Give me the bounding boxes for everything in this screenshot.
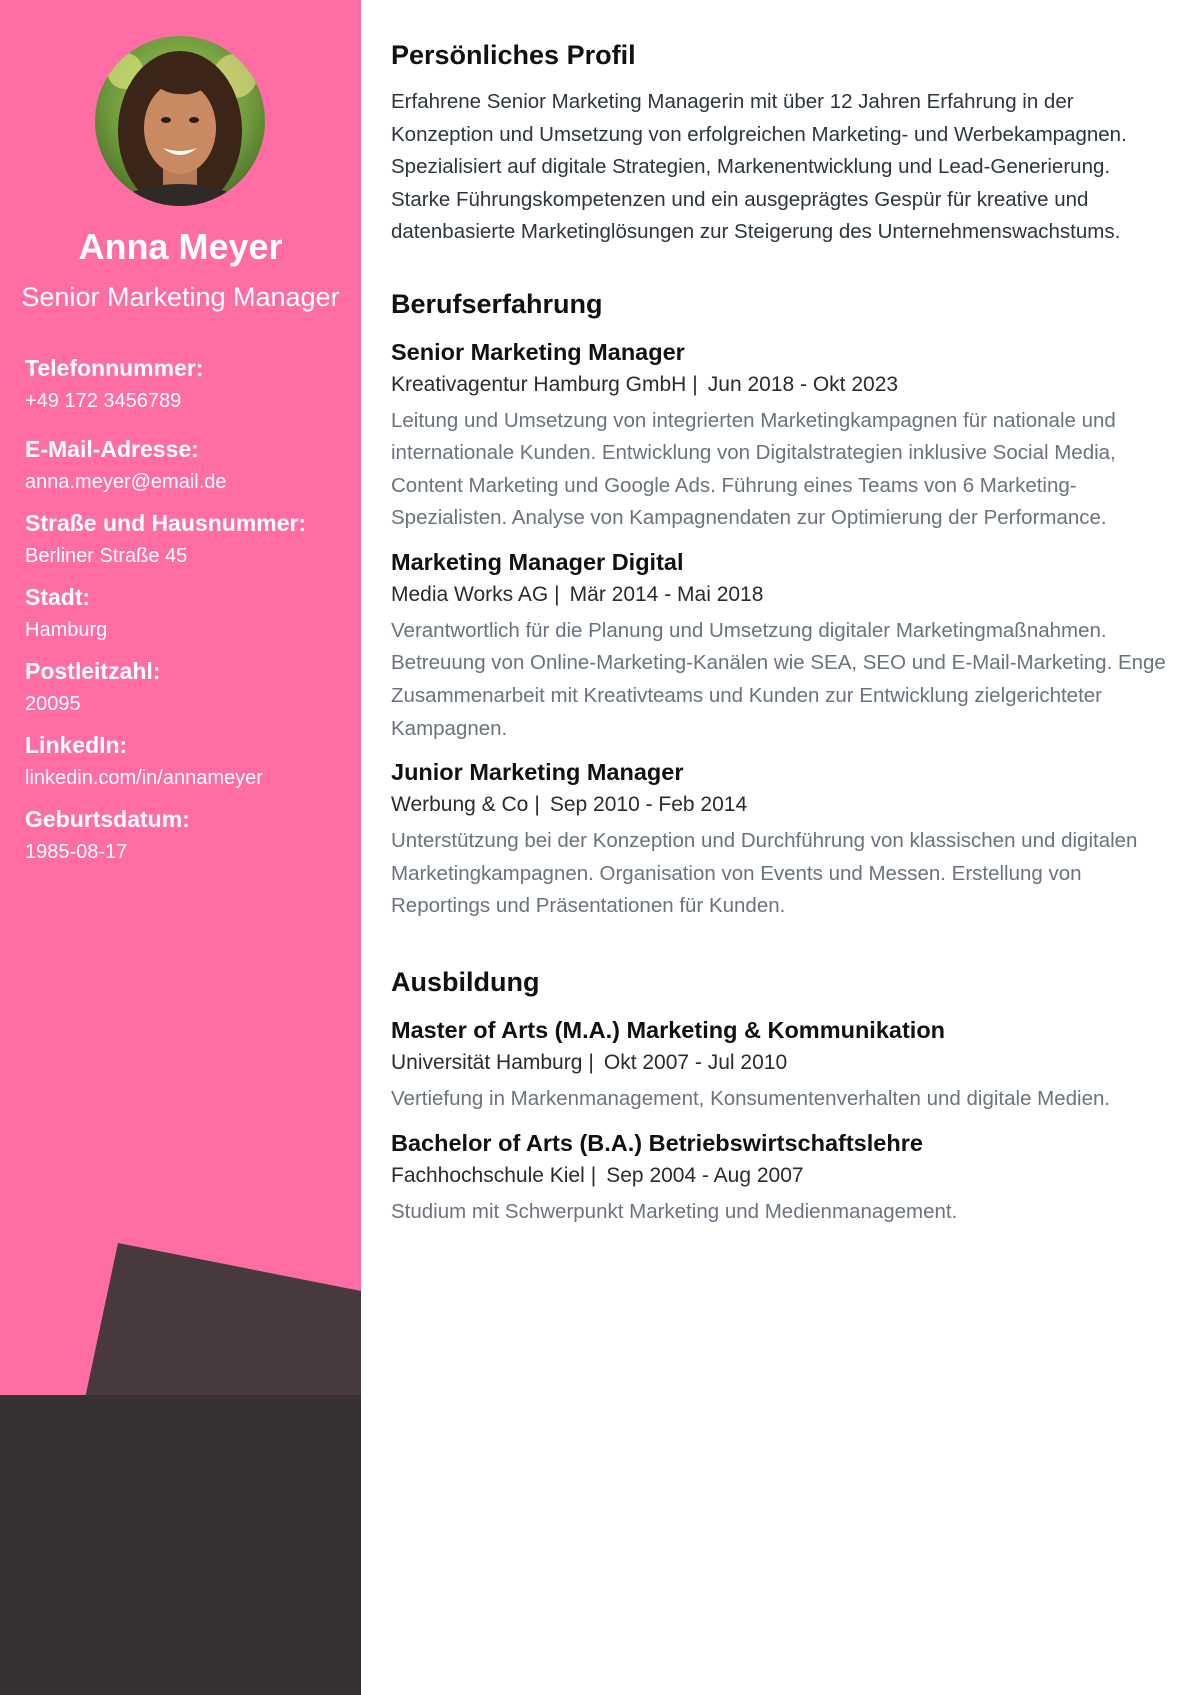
contact-label: Stadt:: [25, 584, 91, 610]
entry-dates: Okt 2007 - Jul 2010: [603, 1051, 788, 1075]
education-entry: [391, 1015, 1171, 1116]
experience-entry: [391, 337, 1171, 535]
entry-dates: Jun 2018 - Okt 2023: [707, 372, 899, 396]
entry-company: Media Works AG: [391, 582, 549, 606]
experience-entry: [391, 547, 1171, 745]
contact-value: 20095: [25, 693, 81, 715]
entry-description: Verantwortlich für die Planung und Umsetzung digitaler Marketingmaßnahmen. Betreuung von Online-Marketing-Kanälen wie SEA, SEO und E-Mail-Marketing. Enge Zusammenarbeit mit Kreativteams und Kunden zur Entwicklung zielgerichteter Kampagnen.: [391, 618, 1166, 740]
section-title-education: Ausbildung: [391, 967, 540, 998]
entry-description: Studium mit Schwerpunkt Marketing und Medienmanagement.: [391, 1199, 958, 1223]
contact-city: [25, 583, 355, 644]
contact-postcode: [25, 657, 355, 718]
contact-label: Straße und Hausnummer:: [25, 510, 307, 536]
contact-value: Hamburg: [25, 619, 108, 641]
entry-company: Universität Hamburg: [391, 1051, 583, 1075]
entry-title: Master of Arts (M.A.) Marketing & Kommunikation: [391, 1017, 946, 1044]
profile-photo: [95, 36, 265, 206]
sidebar: [0, 0, 361, 1695]
candidate-name: Anna Meyer: [78, 226, 283, 267]
contact-value: +49 172 3456789: [25, 390, 182, 412]
section-title-experience: Berufserfahrung: [391, 288, 603, 319]
entry-description: Vertiefung in Markenmanagement, Konsumentenverhalten und digitale Medien.: [391, 1087, 1111, 1111]
education-entry: [391, 1128, 1171, 1229]
contact-linkedin: [25, 731, 355, 792]
contact-label: Telefonnummer:: [25, 355, 204, 381]
meta-separator: |: [534, 793, 540, 817]
entry-meta: [391, 1161, 1171, 1191]
profile-summary: Erfahrene Senior Marketing Managerin mit über 12 Jahren Erfahrung in der Konzeption und Umsetzung von erfolgreichen Marketing- und Werbekampagnen. Spezialisiert auf digitale Strategien, Markenentwicklung und Lead-Generierung. Starke Führungskompetenzen und ein ausgeprägtes Gespür für kreative und datenbasierte Marketinglösungen zur Steigerung des Unternehmenswachstums.: [391, 90, 1127, 243]
entry-dates: Mär 2014 - Mai 2018: [569, 582, 764, 606]
contact-street: [25, 509, 355, 570]
contact-value: anna.meyer@email.de: [25, 471, 227, 493]
contact-list: [25, 354, 355, 879]
contact-label: LinkedIn:: [25, 732, 128, 758]
entry-dates: Sep 2010 - Feb 2014: [549, 793, 748, 817]
entry-meta: [391, 580, 1171, 610]
entry-dates: Sep 2004 - Aug 2007: [606, 1163, 804, 1187]
meta-separator: |: [588, 1051, 594, 1075]
entry-meta: [391, 370, 1171, 400]
entry-title: Bachelor of Arts (B.A.) Betriebswirtschaftslehre: [391, 1129, 923, 1156]
contact-email: [25, 435, 355, 496]
contact-phone: [25, 354, 355, 415]
entry-description: Unterstützung bei der Konzeption und Durchführung von klassischen und digitalen Marketingkampagnen. Organisation von Events und Messen. Erstellung von Reportings und Präsentationen für Kunden.: [391, 829, 1138, 918]
entry-company: Werbung & Co: [391, 793, 529, 817]
meta-separator: |: [554, 582, 560, 606]
entry-company: Kreativagentur Hamburg GmbH: [391, 372, 687, 396]
contact-value: linkedin.com/in/annameyer: [25, 767, 263, 789]
entry-company: Fachhochschule Kiel: [391, 1163, 585, 1187]
entry-title: Marketing Manager Digital: [391, 548, 684, 575]
main-content: [391, 38, 1171, 1228]
meta-separator: |: [692, 372, 698, 396]
entry-description: Leitung und Umsetzung von integrierten Marketingkampagnen für nationale und internationale Kunden. Entwicklung von Digitalstrategien inklusive Social Media, Content Marketing und Google Ads. Führung eines Teams von 6 Marketing-Spezialisten. Analyse von Kampagnendaten zur Optimierung der Performance.: [391, 408, 1116, 530]
entry-meta: [391, 790, 1171, 820]
experience-entry: [391, 757, 1171, 923]
entry-meta: [391, 1048, 1171, 1078]
entry-title: Junior Marketing Manager: [391, 759, 684, 786]
candidate-role: Senior Marketing Manager: [21, 282, 340, 312]
section-title-profile: Persönliches Profil: [391, 40, 636, 70]
entry-title: Senior Marketing Manager: [391, 338, 685, 365]
contact-value: Berliner Straße 45: [25, 545, 188, 567]
contact-label: E-Mail-Adresse:: [25, 436, 199, 462]
contact-label: Geburtsdatum:: [25, 806, 190, 832]
meta-separator: |: [590, 1163, 597, 1187]
contact-birthdate: [25, 805, 355, 866]
contact-label: Postleitzahl:: [25, 658, 161, 684]
contact-value: 1985-08-17: [25, 841, 128, 863]
